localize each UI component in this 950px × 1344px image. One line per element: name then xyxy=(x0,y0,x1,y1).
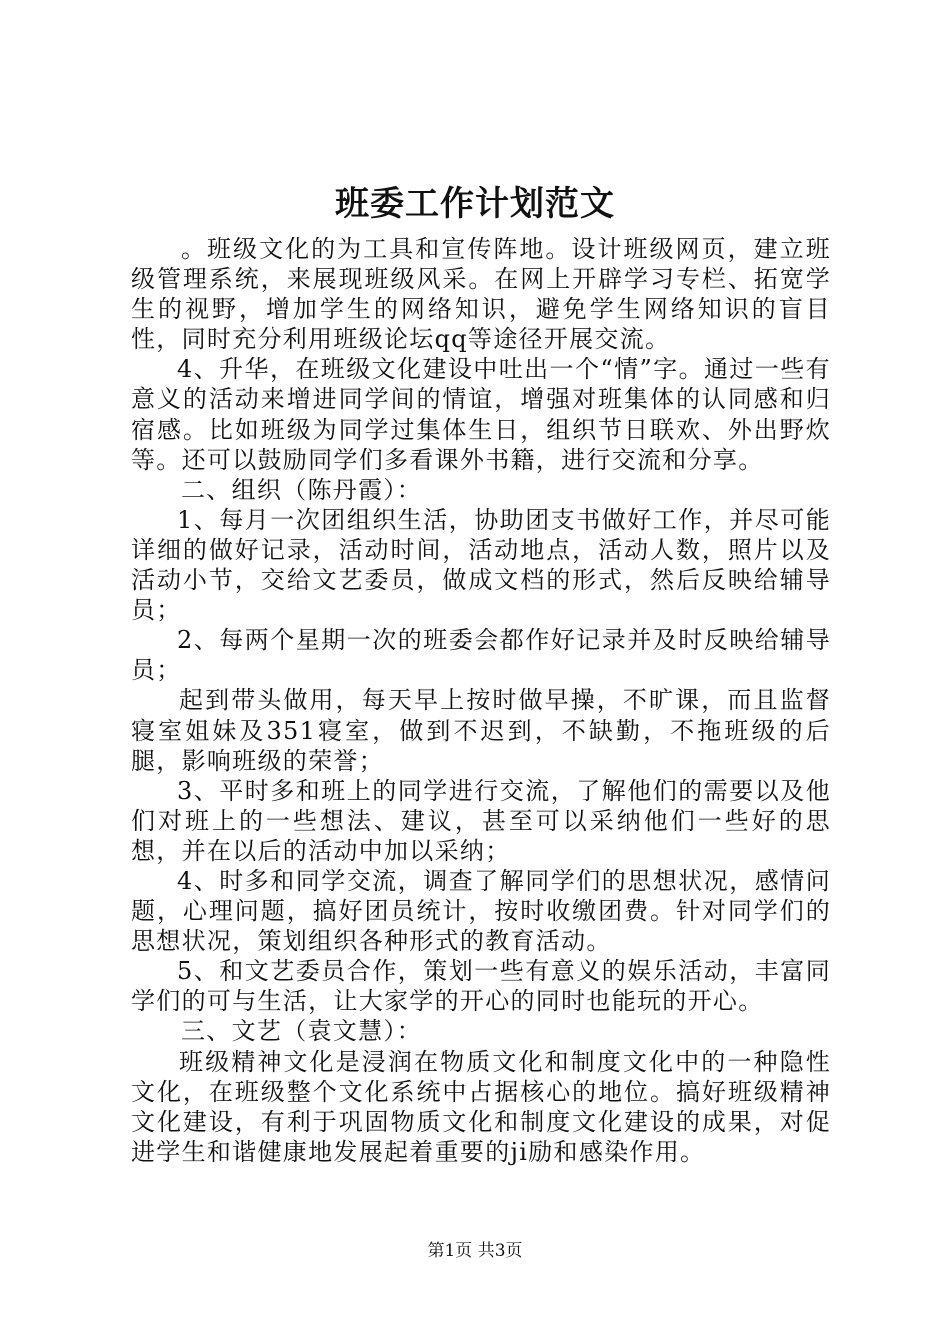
paragraph-communication: 3、平时多和班上的同学进行交流，了解他们的需要以及他们对班上的一些想法、建议，甚至可以采纳他们一些好的思想，并在以后的活动中加以采纳； xyxy=(131,776,831,865)
paragraph-sublimation: 4、升华，在班级文化建设中吐出一个“情”字。通过一些有意义的活动来增进同学间的情谊，增强对班集体的认同感和归宿感。比如班级为同学过集体生日，组织节日联欢、外出野炊等。还可以鼓励同学们多看课外书籍，进行交流和分享。 xyxy=(131,355,831,474)
paragraph-committee-meeting: 2、每两个星期一次的班委会都作好记录并及时反映给辅导员； xyxy=(131,626,831,685)
paragraph-spiritual-culture: 班级精神文化是浸润在物质文化和制度文化中的一种隐性文化，在班级整个文化系统中占据核心的地位。搞好班级精神文化建设，有利于巩固物质文化和制度文化建设的成果，对促进学生和谐健康地发展起着重要的ji励和感染作用。 xyxy=(131,1047,831,1166)
paragraph-league-activity: 1、每月一次团组织生活，协助团支书做好工作，并尽可能详细的做好记录，活动时间，活动地点，活动人数，照片以及活动小节，交给文艺委员，做成文档的形式，然后反映给辅导员； xyxy=(131,505,831,625)
document-body xyxy=(131,234,831,1167)
paragraph-lead-by-example: 起到带头做用，每天早上按时做早操，不旷课，而且监督寝室姐妹及351寝室，做到不迟到，不缺勤，不拖班级的后腿，影响班级的荣誉； xyxy=(131,686,831,775)
section-heading-organization: 二、组织（陈丹霞）： xyxy=(181,475,422,504)
paragraph-class-website: 。班级文化的为工具和宣传阵地。设计班级网页，建立班级管理系统，来展现班级风采。在网上开辟学习专栏、拓宽学生的视野，增加学生的网络知识，避免学生网络知识的盲目性，同时充分利用班级论坛qq等途径开展交流。 xyxy=(131,235,831,354)
paragraph-entertainment: 5、和文艺委员合作，策划一些有意义的娱乐活动，丰富同学们的可与生活，让大家学的开心的同时也能玩的开心。 xyxy=(131,957,831,1016)
section-heading-arts: 三、文艺（袁文慧）： xyxy=(181,1017,422,1046)
page-number-footer: 第1页 共3页 xyxy=(427,1241,523,1261)
document-title: 班委工作计划范文 xyxy=(335,184,615,224)
paragraph-investigation: 4、时多和同学交流，调查了解同学们的思想状况，感情问题，心理问题，搞好团员统计，按时收缴团费。针对同学们的思想状况，策划组织各种形式的教育活动。 xyxy=(131,866,831,956)
